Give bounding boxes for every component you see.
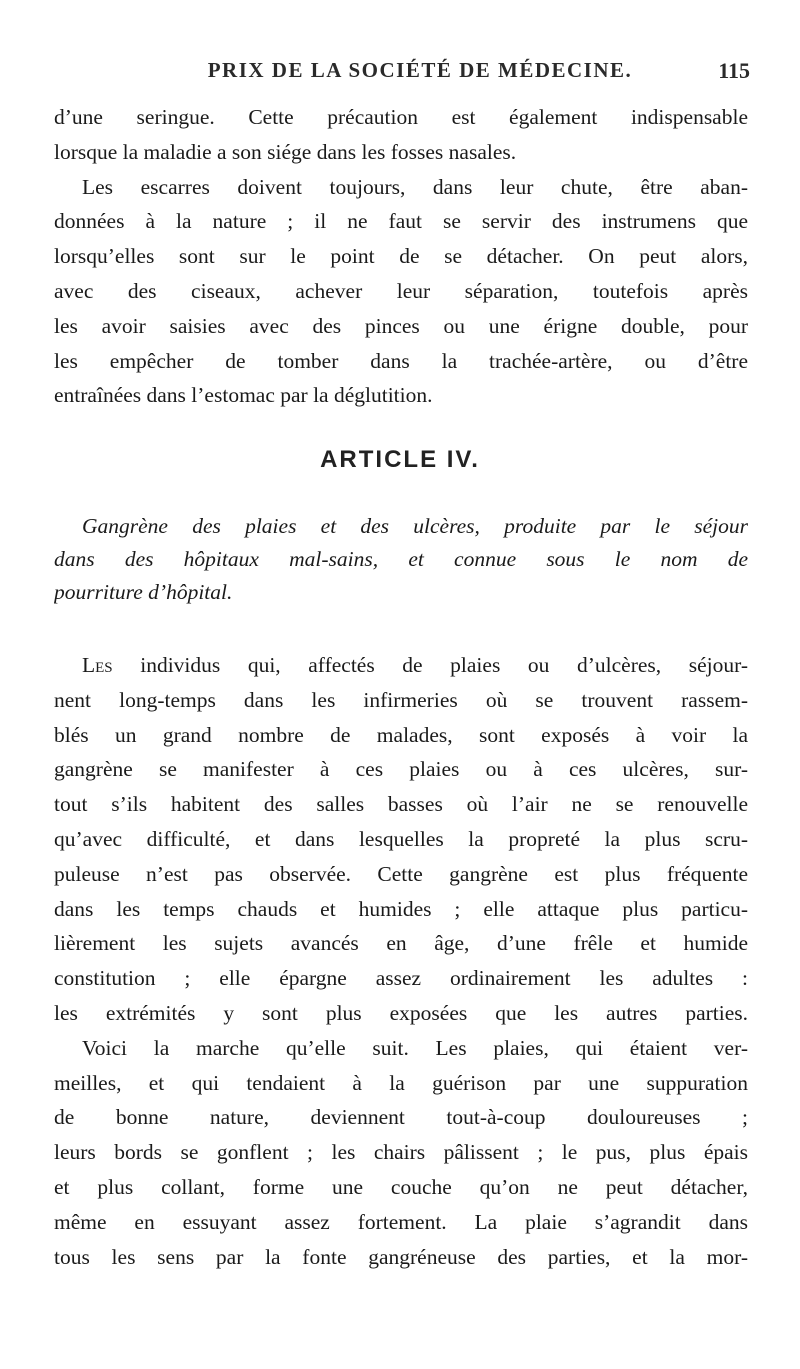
text-line: nent long-temps dans les infirmeries où se trouvent rassem- <box>54 687 748 712</box>
subtitle-line: dans des hôpitaux mal-sains, et connue sous le nom de <box>54 547 748 571</box>
text-line: d’une seringue. Cette précaution est également indispensable <box>54 105 748 129</box>
text-line: blés un grand nombre de malades, sont exposés à voir la <box>54 722 748 747</box>
text-line: leurs bords se gonflent ; les chairs pâlissent ; le pus, plus épais <box>54 1140 748 1165</box>
text-line: meilles, et qui tendaient à la guérison par une suppuration <box>54 1070 748 1095</box>
text-line: constitution ; elle épargne assez ordinairement les adultes : <box>54 966 748 991</box>
text-line: tous les sens par la fonte gangréneuse des parties, et la mor- <box>54 1244 748 1269</box>
subtitle-line: pourriture d’hôpital. <box>54 580 233 604</box>
body-paragraph <box>54 648 748 1274</box>
article-subtitle <box>54 510 748 609</box>
text-line: Voici la marche qu’elle suit. Les plaies, qui étaient ver- <box>82 1035 748 1060</box>
running-head <box>90 58 750 88</box>
text-line: entraînées dans l’estomac par la déglutition. <box>54 383 433 408</box>
text-line: même en essuyant assez fortement. La plaie s’agrandit dans <box>54 1209 748 1234</box>
text-line: puleuse n’est pas observée. Cette gangrène est plus fréquente <box>54 861 748 886</box>
lead-line-rest: individus qui, affectés de plaies ou d’ulcères, séjour- <box>112 653 748 677</box>
running-title: PRIX DE LA SOCIÉTÉ DE MÉDECINE. <box>207 58 633 82</box>
text-line: qu’avec difficulté, et dans lesquelles la propreté la plus scru- <box>54 826 748 851</box>
text-line: Les escarres doivent toujours, dans leur chute, être aban- <box>82 174 748 199</box>
text-line: lièrement les sujets avancés en âge, d’une frêle et humide <box>54 931 748 956</box>
article-heading: ARTICLE IV. <box>320 446 480 473</box>
page-number: 115 <box>718 58 750 83</box>
text-line: tout s’ils habitent des salles basses où l’air ne se renouvelle <box>54 792 748 817</box>
text-line: avec des ciseaux, achever leur séparation, toutefois après <box>54 278 748 303</box>
text-line: les avoir saisies avec des pinces ou une érigne double, pour <box>54 313 748 338</box>
text-line: dans les temps chauds et humides ; elle attaque plus particu- <box>54 896 748 921</box>
text-line: lorsqu’elles sont sur le point de se détacher. On peut alors, <box>54 244 748 269</box>
lead-word: Les <box>82 653 113 677</box>
text-line: les extrémités y sont plus exposées que les autres parties. <box>54 1000 748 1025</box>
continuation-paragraph <box>54 100 748 413</box>
subtitle-line: Gangrène des plaies et des ulcères, produite par le séjour <box>82 514 748 538</box>
text-line: gangrène se manifester à ces plaies ou à ces ulcères, sur- <box>54 757 748 782</box>
text-line: lorsque la maladie a son siége dans les fosses nasales. <box>54 139 517 164</box>
text-line: de bonne nature, deviennent tout-à-coup douloureuses ; <box>54 1105 748 1130</box>
text-line: données à la nature ; il ne faut se servir des instrumens que <box>54 209 748 234</box>
text-line <box>54 648 748 683</box>
text-line: et plus collant, forme une couche qu’on ne peut détacher, <box>54 1174 748 1199</box>
text-line: les empêcher de tomber dans la trachée-artère, ou d’être <box>54 348 748 373</box>
